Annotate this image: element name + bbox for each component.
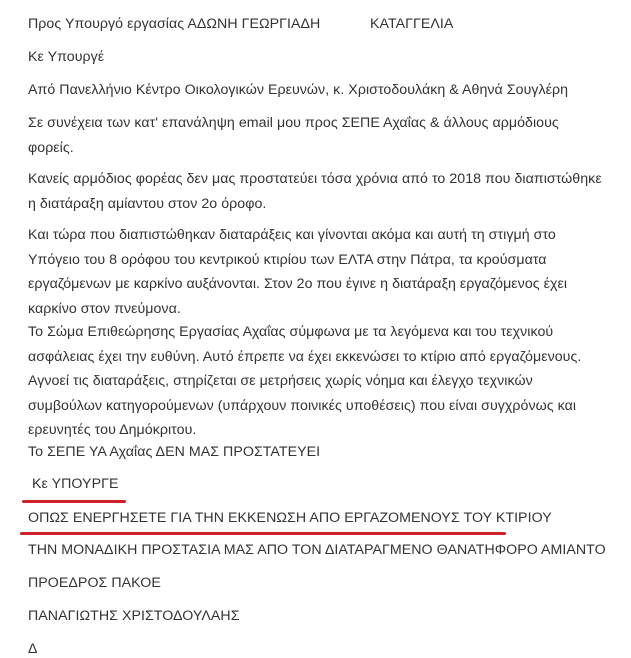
paragraph-2: Κανείς αρμόδιος φορέας δεν μας προστατεύει τόσα χρόνια από το 2018 που διαπιστώθηκε η διατάραξη αμίαντου στον 2ο όροφο.	[28, 171, 602, 212]
salutation: Κε Υπουργέ	[28, 49, 105, 65]
signature-title: ΠΡΟΕΔΡΟΣ ΠΑΚΟΕ	[28, 575, 161, 591]
complaint-tag: ΚΑΤΑΓΓΕΛΙΑ	[370, 16, 454, 32]
evacuation-request: ΟΠΩΣ ΕΝΕΡΓΗΣΕΤΕ ΓΙΑ ΤΗΝ ΕΚΚΕΝΩΣΗ ΑΠΟ ΕΡΓΑΖΟΜΕΝΟΥΣ ΤΟΥ ΚΤΙΡΙΟΥ	[28, 510, 552, 526]
sender-line: Από Πανελλήνιο Κέντρο Οικολογικών Ερευνών, κ. Χριστοδουλάκη & Αθηνά Σουγλέρη	[28, 82, 569, 98]
protection-statement: ΤΗΝ ΜΟΝΑΔΙΚΗ ΠΡΟΣΤΑΣΙΑ ΜΑΣ ΑΠΟ ΤΟΝ ΔΙΑΤΑΡΑΓΜΕΝΟ ΘΑΝΑΤΗΦΟΡΟ ΑΜΙΑΝΤΟ	[28, 542, 606, 558]
paragraph-1: Σε συνέχεια των κατ' επανάληψη email μου προς ΣΕΠΕ Αχαΐας & άλλους αρμόδιους φορείς.	[28, 115, 559, 156]
signature-name: ΠΑΝΑΓΙΩΤΗΣ ΧΡΙΣΤΟΔΟΥΛΑΗΣ	[28, 608, 240, 624]
cut-off-text: Δ	[28, 640, 38, 656]
paragraph-3: Και τώρα που διαπιστώθηκαν διαταράξεις και γίνονται ακόμα και αυτή τη στιγμή στο Υπόγειο του 8 ορόφου του κεντρικού κτιρίου των ΕΛΤΑ στην Πάτρα, τα κρούσματα εργαζόμενων με καρκίνο αυξάνονται. Στον 2ο που έγινε η διατάραξη εργαζόμενος έχει καρκίνο στον πνεύμονα.	[28, 227, 568, 317]
red-underline-short	[22, 500, 126, 503]
red-underline-long	[20, 532, 506, 535]
recipient-text: Προς Υπουργό εργασίας ΑΔΩΝΗ ΓΕΩΡΓΙΑΔΗ	[28, 16, 321, 32]
minister-address: Κε ΥΠΟΥΡΓΕ	[32, 476, 119, 492]
recipient-line	[28, 14, 454, 34]
sepe-statement: Το ΣΕΠΕ ΥΑ Αχαΐας ΔΕΝ ΜΑΣ ΠΡΟΣΤΑΤΕΥΕΙ	[28, 444, 321, 460]
paragraph-4: Το Σώμα Επιθεώρησης Εργασίας Αχαΐας σύμφωνα με τα λεγόμενα και του τεχνικού ασφάλειας έχει την ευθύνη. Αυτό έπρεπε να έχει εκκενώσει το κτίριο από εργαζόμενους. Αγνοεί τις διαταράξεις, στηρίζεται σε μετρήσεις χωρίς νόημα και έλεγχο τεχνικών συμβούλων κατηγορούμενων (υπάρχουν ποινικές υποθέσεις) που είναι συγχρόνως και ερευνητές του Δημόκριτου.	[28, 324, 582, 438]
